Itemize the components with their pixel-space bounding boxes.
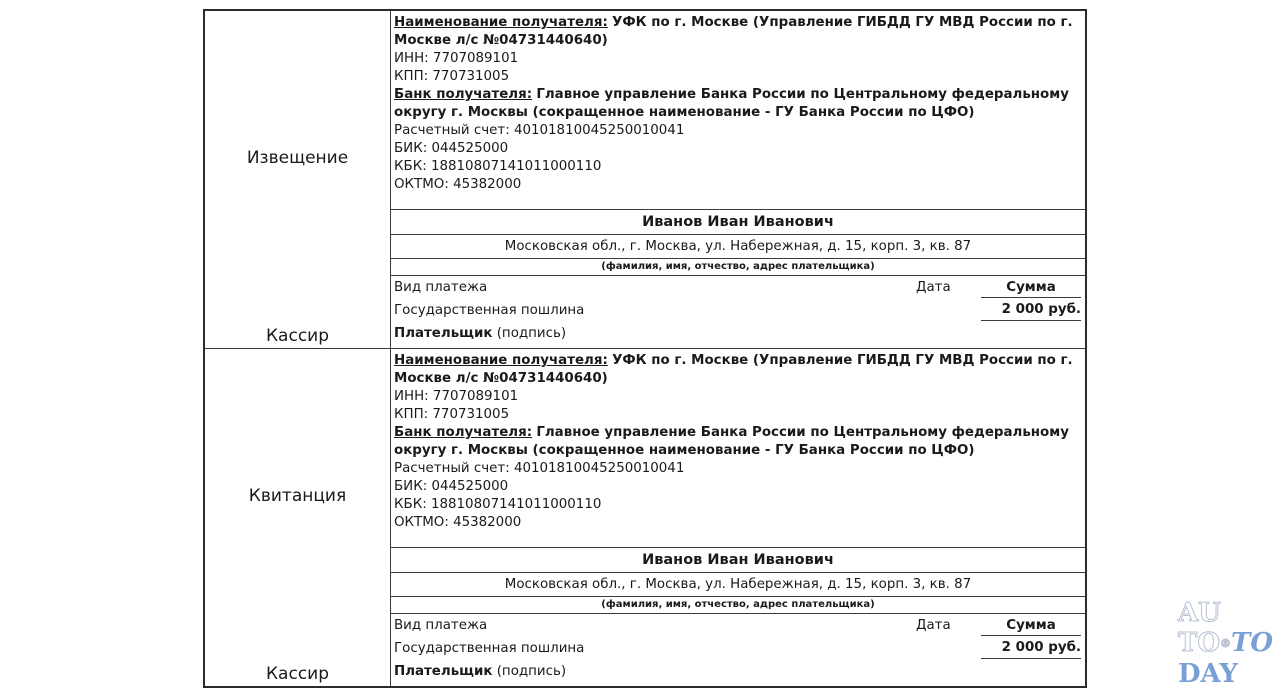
notice-label-column	[205, 11, 391, 348]
sum-label: Сумма	[981, 280, 1081, 298]
sum-label: Сумма	[981, 618, 1081, 636]
payment-block	[391, 276, 1085, 348]
cashier-label: Кассир	[265, 326, 330, 346]
account: Расчетный счет: 40101810045250010041	[394, 123, 685, 138]
payer-signature	[394, 326, 566, 341]
watermark-line3: DAY	[1178, 659, 1238, 689]
payment-form	[203, 9, 1087, 688]
recipient-requisites	[391, 349, 1085, 548]
payer-signature	[394, 664, 566, 679]
kbk: КБК: 18810807141011000110	[394, 159, 602, 174]
recipient-requisites	[391, 11, 1085, 210]
section-receipt	[205, 349, 1085, 686]
oktmo: ОКТМО: 45382000	[394, 515, 522, 530]
payer-caption: (фамилия, имя, отчество, адрес плательщика)	[391, 597, 1085, 614]
cashier-label: Кассир	[265, 664, 330, 684]
payer-address: Московская обл., г. Москва, ул. Набережная, д. 15, корп. 3, кв. 87	[391, 235, 1085, 259]
payer-name: Иванов Иван Иванович	[391, 210, 1085, 235]
bank-value: Главное управление Банка России по Центральному федеральному округу г. Москвы (сокращенное наименование - ГУ Банка России по ЦФО)	[394, 425, 1069, 458]
watermark-line1: AU	[1178, 598, 1221, 628]
receipt-details	[391, 349, 1085, 686]
payment-type-label: Вид платежа	[394, 280, 488, 295]
bank-label: Банк получателя:	[394, 87, 533, 102]
watermark-logo	[1178, 598, 1278, 689]
bik: БИК: 044525000	[394, 141, 509, 156]
recipient-value: УФК по г. Москве (Управление ГИБДД ГУ МВД России по г. Москве л/с №04731440640)	[394, 15, 1073, 48]
payment-block	[391, 614, 1085, 686]
inn: ИНН: 7707089101	[394, 389, 519, 404]
sum-value: 2 000 руб.	[981, 302, 1081, 321]
recipient-label: Наименование получателя:	[394, 15, 608, 30]
account: Расчетный счет: 40101810045250010041	[394, 461, 685, 476]
receipt-label-column	[205, 349, 391, 686]
payment-type: Государственная пошлина	[394, 641, 585, 656]
recipient-value: УФК по г. Москве (Управление ГИБДД ГУ МВД России по г. Москве л/с №04731440640)	[394, 353, 1073, 386]
payer-address: Московская обл., г. Москва, ул. Набережная, д. 15, корп. 3, кв. 87	[391, 573, 1085, 597]
notice-details	[391, 11, 1085, 348]
signature-rest: (подпись)	[492, 326, 567, 341]
watermark-line2-fill: TO	[1231, 628, 1273, 658]
oktmo: ОКТМО: 45382000	[394, 177, 522, 192]
registered-mark-icon: ®	[1220, 637, 1231, 650]
bank-label: Банк получателя:	[394, 425, 533, 440]
kpp: КПП: 770731005	[394, 407, 510, 422]
kbk: КБК: 18810807141011000110	[394, 497, 602, 512]
payer-name: Иванов Иван Иванович	[391, 548, 1085, 573]
payment-type: Государственная пошлина	[394, 303, 585, 318]
date-label: Дата	[916, 280, 951, 295]
signature-bold: Плательщик	[394, 664, 493, 679]
notice-title: Извещение	[246, 148, 349, 168]
payment-type-label: Вид платежа	[394, 618, 488, 633]
payer-caption: (фамилия, имя, отчество, адрес плательщика)	[391, 259, 1085, 276]
bank-value: Главное управление Банка России по Центральному федеральному округу г. Москвы (сокращенное наименование - ГУ Банка России по ЦФО)	[394, 87, 1069, 120]
recipient-label: Наименование получателя:	[394, 353, 608, 368]
signature-bold: Плательщик	[394, 326, 493, 341]
watermark-line2-outline: TO	[1178, 628, 1220, 658]
bik: БИК: 044525000	[394, 479, 509, 494]
section-notice	[205, 11, 1085, 349]
sum-value: 2 000 руб.	[981, 640, 1081, 659]
signature-rest: (подпись)	[492, 664, 567, 679]
date-label: Дата	[916, 618, 951, 633]
inn: ИНН: 7707089101	[394, 51, 519, 66]
receipt-title: Квитанция	[248, 486, 347, 506]
kpp: КПП: 770731005	[394, 69, 510, 84]
